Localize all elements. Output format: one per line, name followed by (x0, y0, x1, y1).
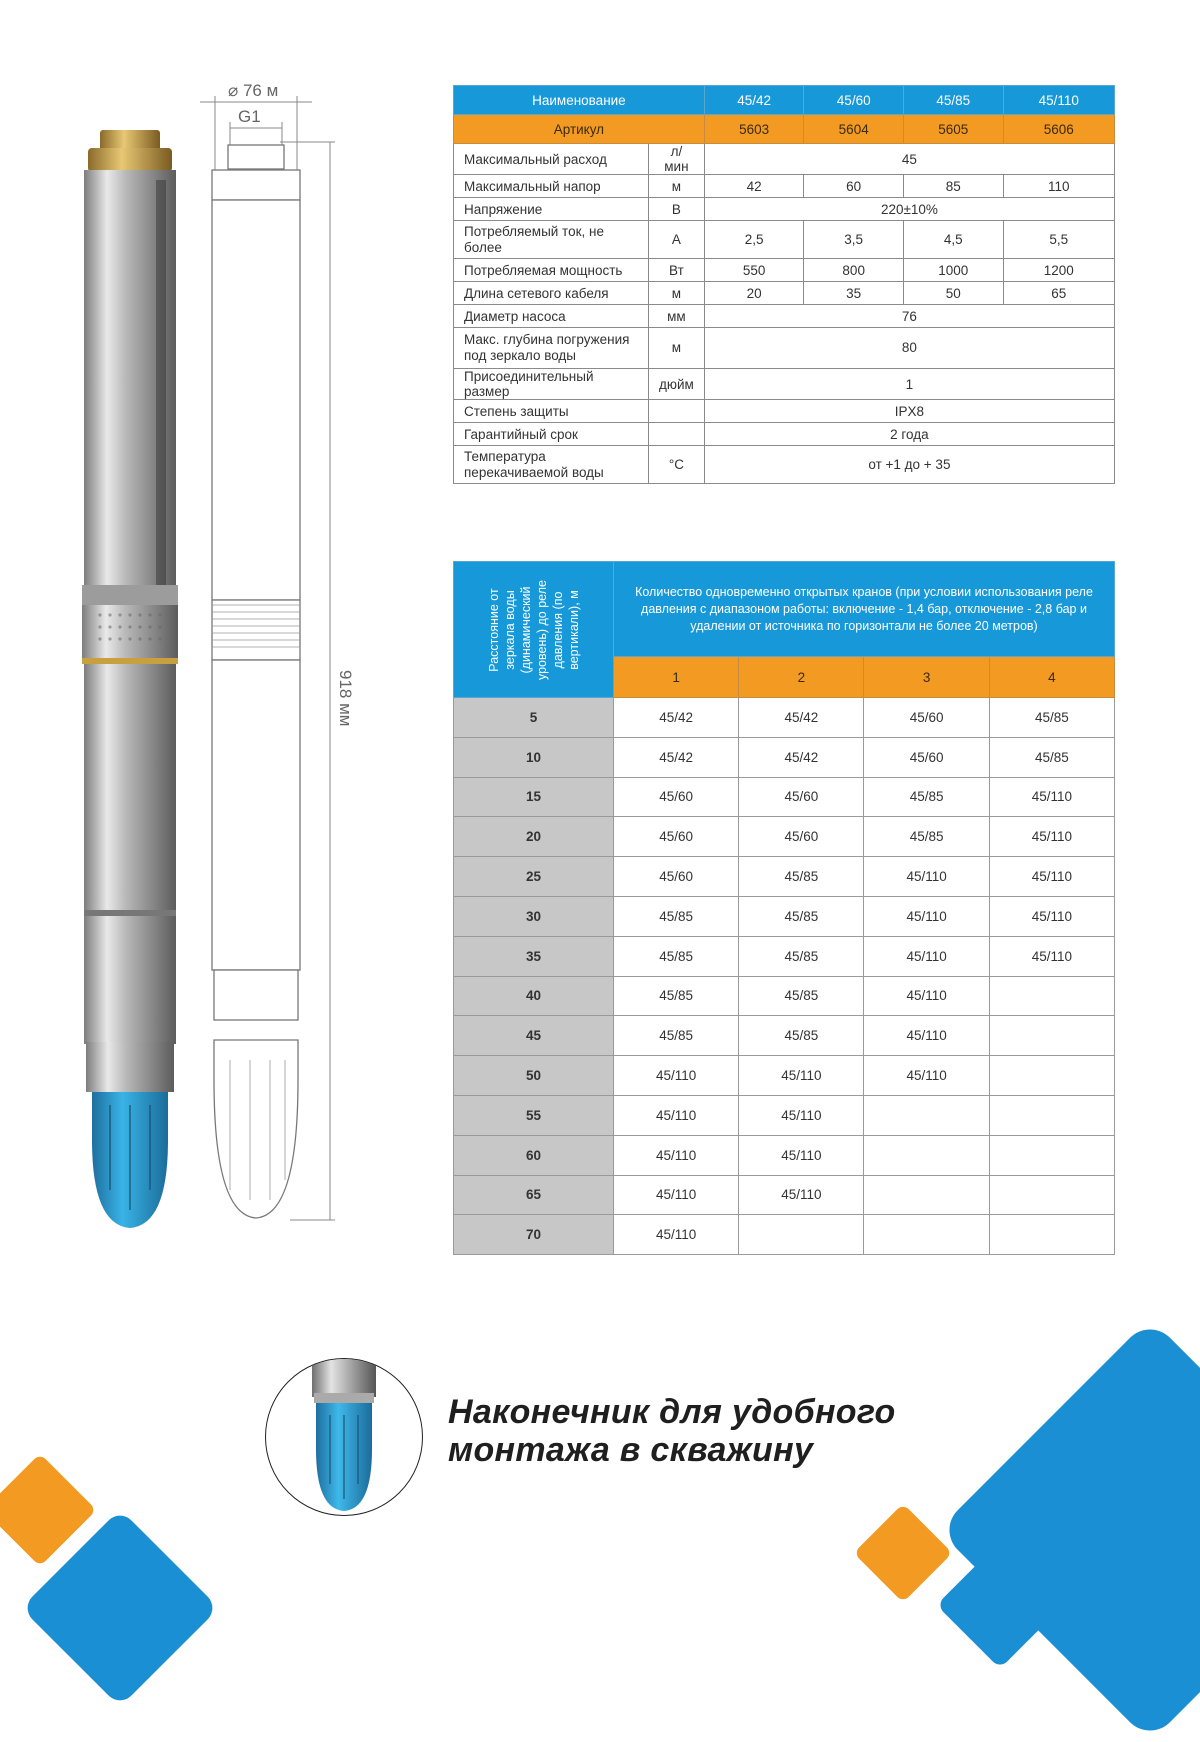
recommended-model-cell: 45/85 (739, 976, 864, 1016)
selection-row (454, 777, 1115, 817)
spec-unit: мм (649, 305, 705, 328)
recommended-model-cell: 45/42 (739, 737, 864, 777)
distance-value: 45 (454, 1016, 614, 1056)
spec-label: Максимальный расход (454, 144, 649, 175)
spec-value: 50 (903, 282, 1003, 305)
spec-unit: А (649, 221, 705, 259)
recommended-model-cell: 45/110 (989, 857, 1114, 897)
recommended-model-cell: 45/85 (614, 976, 739, 1016)
spec-value: 60 (804, 175, 904, 198)
recommended-model-cell: 45/110 (614, 1056, 739, 1096)
spec-unit: м (649, 282, 705, 305)
article-value: 5603 (704, 115, 804, 144)
spec-label: Длина сетевого кабеля (454, 282, 649, 305)
spec-label: Макс. глубина погружения под зеркало воды (454, 328, 649, 369)
recommended-model-cell (989, 1135, 1114, 1175)
distance-value: 70 (454, 1215, 614, 1255)
recommended-model-cell: 45/110 (989, 936, 1114, 976)
recommended-model-cell: 45/85 (739, 1016, 864, 1056)
distance-value: 30 (454, 896, 614, 936)
recommended-model-cell: 45/110 (739, 1175, 864, 1215)
recommended-model-cell: 45/110 (614, 1215, 739, 1255)
spec-label: Степень защиты (454, 400, 649, 423)
specs-table (453, 85, 1115, 484)
pump-technical-drawing (190, 80, 370, 1230)
recommended-model-cell (739, 1215, 864, 1255)
spec-row-current (454, 221, 1115, 259)
promo-heading (448, 1393, 896, 1469)
spec-value: 2 года (704, 423, 1114, 446)
spec-value: 76 (704, 305, 1114, 328)
recommended-model-cell: 45/42 (614, 698, 739, 738)
spec-label: Максимальный напор (454, 175, 649, 198)
recommended-model-cell (864, 1135, 989, 1175)
spec-value: 65 (1003, 282, 1114, 305)
recommended-model-cell: 45/110 (739, 1135, 864, 1175)
model-header: 45/85 (903, 86, 1003, 115)
recommended-model-cell: 45/85 (739, 896, 864, 936)
distance-header (454, 562, 614, 698)
spec-row-cable (454, 282, 1115, 305)
spec-value: IPX8 (704, 400, 1114, 423)
spec-unit: м (649, 328, 705, 369)
selection-row (454, 976, 1115, 1016)
spec-value: 110 (1003, 175, 1114, 198)
spec-unit: дюйм (649, 369, 705, 400)
recommended-model-cell: 45/85 (614, 1016, 739, 1056)
selection-row (454, 896, 1115, 936)
spec-value: от +1 до + 35 (704, 446, 1114, 484)
pump-selection-table (453, 561, 1115, 1255)
recommended-model-cell: 45/110 (864, 1016, 989, 1056)
pump-photo (70, 130, 190, 1230)
recommended-model-cell: 45/110 (739, 1056, 864, 1096)
spec-row-power (454, 259, 1115, 282)
specs-header-row (454, 86, 1115, 115)
recommended-model-cell: 45/60 (864, 698, 989, 738)
distance-header-text: Расстояние от зеркала воды (динамический уровень) до реле давления (по вертикали), м (486, 579, 581, 680)
recommended-model-cell: 45/60 (739, 817, 864, 857)
spec-unit (649, 423, 705, 446)
promo-line-1: Наконечник для удобного (448, 1393, 896, 1431)
recommended-model-cell: 45/85 (989, 698, 1114, 738)
recommended-model-cell: 45/85 (989, 737, 1114, 777)
deco-blue-shape-right (938, 1318, 1200, 1742)
spec-value: 45 (704, 144, 1114, 175)
spec-unit (649, 400, 705, 423)
spec-value: 220±10% (704, 198, 1114, 221)
recommended-model-cell: 45/110 (864, 936, 989, 976)
spec-row-warranty (454, 423, 1115, 446)
recommended-model-cell: 45/60 (614, 777, 739, 817)
selection-row (454, 737, 1115, 777)
length-dim-label: 918 мм (336, 670, 355, 727)
selection-row (454, 1215, 1115, 1255)
selection-row (454, 1175, 1115, 1215)
deco-orange-shape-right (854, 1504, 953, 1603)
distance-value: 25 (454, 857, 614, 897)
spec-value: 1 (704, 369, 1114, 400)
distance-value: 35 (454, 936, 614, 976)
recommended-model-cell: 45/85 (739, 936, 864, 976)
spec-row-voltage (454, 198, 1115, 221)
distance-value: 10 (454, 737, 614, 777)
promo-line-2: монтажа в скважину (448, 1431, 814, 1469)
recommended-model-cell: 45/42 (614, 737, 739, 777)
recommended-model-cell: 45/110 (864, 896, 989, 936)
recommended-model-cell: 45/85 (864, 777, 989, 817)
spec-value: 20 (704, 282, 804, 305)
selection-row (454, 1056, 1115, 1096)
distance-value: 5 (454, 698, 614, 738)
distance-value: 65 (454, 1175, 614, 1215)
spec-value: 85 (903, 175, 1003, 198)
recommended-model-cell (989, 1095, 1114, 1135)
recommended-model-cell: 45/110 (614, 1095, 739, 1135)
spec-label: Гарантийный срок (454, 423, 649, 446)
spec-unit: Вт (649, 259, 705, 282)
article-label: Артикул (454, 115, 705, 144)
recommended-model-cell: 45/110 (614, 1135, 739, 1175)
spec-value: 35 (804, 282, 904, 305)
diameter-dim-label: ⌀ 76 м (228, 81, 279, 100)
model-header: 45/60 (804, 86, 904, 115)
distance-value: 40 (454, 976, 614, 1016)
spec-label: Температура перекачиваемой воды (454, 446, 649, 484)
tap-count-header: 3 (864, 657, 989, 698)
selection-row (454, 1095, 1115, 1135)
spec-value: 3,5 (804, 221, 904, 259)
spec-value: 5,5 (1003, 221, 1114, 259)
specs-article-row (454, 115, 1115, 144)
spec-row-max-flow (454, 144, 1115, 175)
selection-row (454, 698, 1115, 738)
article-value: 5604 (804, 115, 904, 144)
spec-label: Диаметр насоса (454, 305, 649, 328)
recommended-model-cell: 45/110 (614, 1175, 739, 1215)
spec-row-temperature (454, 446, 1115, 484)
recommended-model-cell (989, 976, 1114, 1016)
recommended-model-cell: 45/60 (739, 777, 864, 817)
tap-count-header: 1 (614, 657, 739, 698)
spec-unit: °С (649, 446, 705, 484)
distance-value: 20 (454, 817, 614, 857)
recommended-model-cell: 45/85 (614, 896, 739, 936)
recommended-model-cell: 45/85 (864, 817, 989, 857)
recommended-model-cell: 45/110 (864, 976, 989, 1016)
spec-unit: м (649, 175, 705, 198)
specs-name-header: Наименование (454, 86, 705, 115)
distance-value: 50 (454, 1056, 614, 1096)
spec-unit: л/мин (649, 144, 705, 175)
spec-value: 550 (704, 259, 804, 282)
model-header: 45/110 (1003, 86, 1114, 115)
distance-value: 55 (454, 1095, 614, 1135)
recommended-model-cell: 45/42 (739, 698, 864, 738)
spec-row-protection (454, 400, 1115, 423)
spec-label: Потребляемая мощность (454, 259, 649, 282)
spec-label: Напряжение (454, 198, 649, 221)
spec-value: 42 (704, 175, 804, 198)
recommended-model-cell: 45/110 (864, 1056, 989, 1096)
recommended-model-cell: 45/85 (614, 936, 739, 976)
recommended-model-cell (989, 1215, 1114, 1255)
selection-title-row (454, 562, 1115, 657)
spec-label: Присоединительный размер (454, 369, 649, 400)
spec-value: 4,5 (903, 221, 1003, 259)
recommended-model-cell (864, 1175, 989, 1215)
recommended-model-cell (864, 1095, 989, 1135)
spec-unit: В (649, 198, 705, 221)
spec-row-diameter (454, 305, 1115, 328)
recommended-model-cell: 45/110 (989, 777, 1114, 817)
article-value: 5606 (1003, 115, 1114, 144)
selection-body (454, 698, 1115, 1255)
recommended-model-cell: 45/110 (989, 817, 1114, 857)
distance-value: 60 (454, 1135, 614, 1175)
selection-row (454, 1135, 1115, 1175)
recommended-model-cell: 45/60 (614, 857, 739, 897)
distance-value: 15 (454, 777, 614, 817)
recommended-model-cell (864, 1215, 989, 1255)
tap-count-header: 4 (989, 657, 1114, 698)
spec-value: 80 (704, 328, 1114, 369)
selection-row (454, 936, 1115, 976)
recommended-model-cell (989, 1016, 1114, 1056)
spec-row-max-head (454, 175, 1115, 198)
thread-dim-label: G1 (238, 107, 261, 126)
recommended-model-cell: 45/110 (989, 896, 1114, 936)
selection-row (454, 857, 1115, 897)
spec-label: Потребляемый ток, не более (454, 221, 649, 259)
recommended-model-cell: 45/60 (864, 737, 989, 777)
recommended-model-cell (989, 1056, 1114, 1096)
spec-value: 2,5 (704, 221, 804, 259)
selection-title: Количество одновременно открытых кранов (при условии использования реле давления с диапазоном работы: включение - 1,4 бар, отключение - 2,8 бар и удалении от источника по горизонтали не более 20 метров) (614, 562, 1115, 657)
spec-value: 800 (804, 259, 904, 282)
spec-value: 1200 (1003, 259, 1114, 282)
tap-count-header: 2 (739, 657, 864, 698)
recommended-model-cell: 45/85 (739, 857, 864, 897)
nozzle-closeup-image (265, 1358, 423, 1516)
recommended-model-cell: 45/110 (864, 857, 989, 897)
recommended-model-cell: 45/60 (614, 817, 739, 857)
recommended-model-cell: 45/110 (739, 1095, 864, 1135)
spec-value: 1000 (903, 259, 1003, 282)
model-header: 45/42 (704, 86, 804, 115)
spec-row-depth (454, 328, 1115, 369)
selection-row (454, 1016, 1115, 1056)
spec-row-connection (454, 369, 1115, 400)
selection-row (454, 817, 1115, 857)
recommended-model-cell (989, 1175, 1114, 1215)
article-value: 5605 (903, 115, 1003, 144)
